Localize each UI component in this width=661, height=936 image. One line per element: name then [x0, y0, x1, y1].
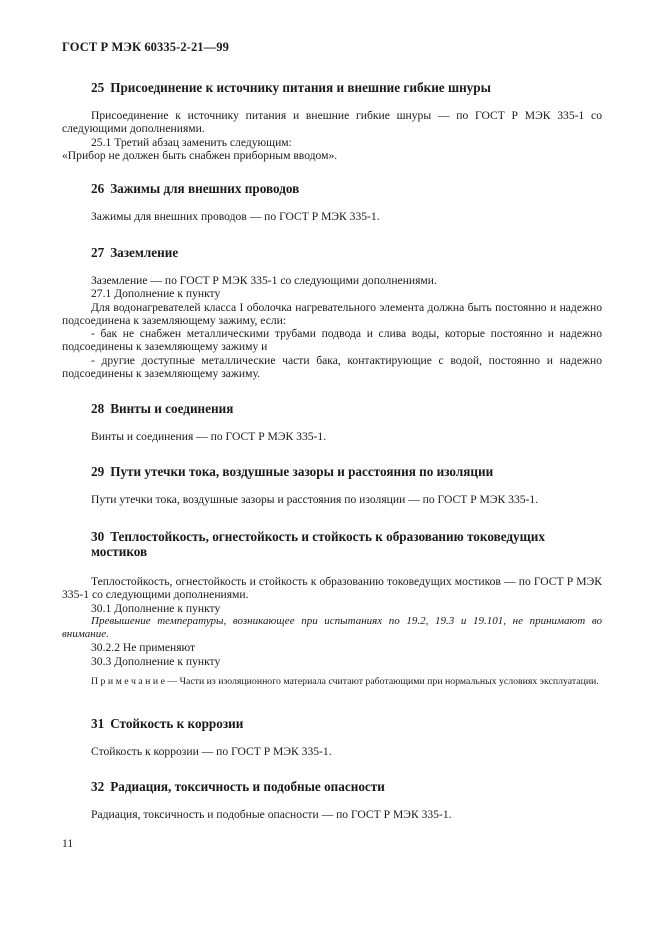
section-body [62, 430, 602, 443]
section-title: Стойкость к коррозии [110, 716, 244, 731]
section-body [62, 109, 602, 162]
paragraph: Радиация, токсичность и подобные опасности — по ГОСТ Р МЭК 335-1. [91, 808, 452, 821]
paragraph: 25.1 Третий абзац заменить следующим: [91, 135, 292, 149]
paragraph: Заземление — по ГОСТ Р МЭК 335-1 со следующими дополнениями. [91, 274, 437, 287]
section-number: 31 [91, 716, 105, 731]
section-body [62, 493, 602, 506]
section-31 [62, 716, 602, 758]
section-number: 26 [91, 181, 105, 196]
section-heading [62, 529, 602, 559]
section-heading [62, 245, 602, 260]
section-number: 27 [91, 245, 105, 260]
paragraph: Для водонагревателей класса I оболочка нагревательного элемента должна быть постоянно и надежно подсоединена к заземляющему зажиму, если: [62, 300, 602, 327]
paragraph: 27.1 Дополнение к пункту [91, 287, 221, 301]
section-body [62, 575, 602, 689]
note-label: П р и м е ч а н и е [91, 676, 165, 688]
section-body [62, 808, 602, 821]
paragraph: «Прибор не должен быть снабжен приборным вводом». [62, 148, 338, 162]
section-body [62, 274, 602, 380]
section-heading [62, 716, 602, 731]
section-number: 28 [91, 401, 105, 416]
paragraph: 30.1 Дополнение к пункту [91, 601, 221, 615]
paragraph: 30.3 Дополнение к пункту [91, 654, 221, 668]
paragraph: 30.2.2 Не применяют [91, 641, 196, 655]
section-heading [62, 464, 602, 479]
section-number: 32 [91, 779, 105, 794]
section-28 [62, 401, 602, 443]
section-heading [62, 401, 602, 416]
section-heading [62, 181, 602, 196]
paragraph: Теплостойкость, огнестойкость и стойкость к образованию токоведущих мостиков — по ГОСТ Р МЭК 335-1 со следующими дополнениями. [62, 575, 602, 602]
section-title: Радиация, токсичность и подобные опасности [110, 779, 385, 794]
italic-note: Превышение температуры, возникающее при испытаниях по 19.2, 19.3 и 19.101, не принимают во внимание. [62, 614, 602, 641]
section-number: 25 [91, 80, 105, 95]
section-32 [62, 779, 602, 821]
list-item: - другие доступные металлические части бака, контактирующие с водой, постоянно и надежно подсоединены к заземляющему зажиму. [62, 353, 602, 381]
section-26 [62, 181, 602, 223]
section-title: Заземление [110, 245, 179, 260]
note-text: — Части из изоляционного материала считают работающими при нормальных условиях эксплуатации. [164, 676, 599, 688]
section-number: 30 [91, 529, 105, 544]
section-title: Присоединение к источнику питания и внешние гибкие шнуры [110, 80, 491, 95]
section-25 [62, 80, 602, 162]
section-title: Винты и соединения [110, 401, 234, 416]
section-title: Теплостойкость, огнестойкость и стойкость к образованию токоведущих мостиков [91, 529, 545, 559]
section-title: Пути утечки тока, воздушные зазоры и расстояния по изоляции [110, 464, 494, 479]
paragraph: Стойкость к коррозии — по ГОСТ Р МЭК 335-1. [91, 745, 332, 758]
section-body [62, 210, 602, 223]
document-header: ГОСТ Р МЭК 60335-2-21—99 [62, 40, 229, 54]
section-30 [62, 529, 602, 689]
list-item: - бак не снабжен металлическими трубами подвода и слива воды, которые постоянно и надежно подсоединены к заземляющему зажиму и [62, 327, 602, 354]
paragraph: Винты и соединения — по ГОСТ Р МЭК 335-1. [91, 430, 327, 443]
section-heading [62, 80, 602, 95]
note [62, 676, 602, 689]
section-heading [62, 779, 602, 794]
section-27 [62, 245, 602, 380]
page-number: 11 [62, 838, 74, 850]
paragraph: Зажимы для внешних проводов — по ГОСТ Р МЭК 335-1. [91, 210, 380, 223]
section-body [62, 745, 602, 758]
paragraph: Присоединение к источнику питания и внешние гибкие шнуры — по ГОСТ Р МЭК 335-1 со следующими дополнениями. [62, 109, 602, 136]
paragraph: Пути утечки тока, воздушные зазоры и расстояния по изоляции — по ГОСТ Р МЭК 335-1. [91, 493, 539, 506]
section-number: 29 [91, 464, 105, 479]
section-title: Зажимы для внешних проводов [110, 181, 300, 196]
section-29 [62, 464, 602, 506]
